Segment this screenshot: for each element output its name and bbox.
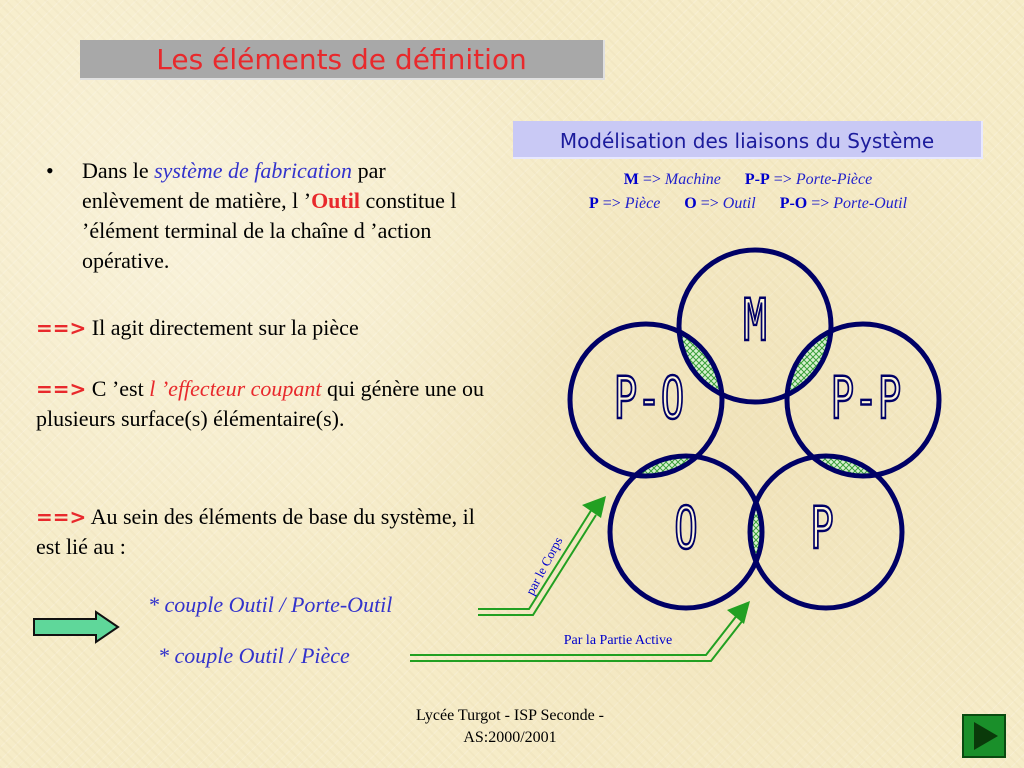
point-text: qui génère une ou plusieurs surface(s) élémentaire(s). xyxy=(36,376,485,431)
footer-line-1: Lycée Turgot - ISP Seconde - xyxy=(416,707,604,724)
model-title: Modélisation des liaisons du Système xyxy=(559,129,935,153)
footer xyxy=(380,705,640,749)
point-text: Il agit directement sur la pièce xyxy=(86,315,359,340)
legend-arrow: => xyxy=(642,171,661,188)
legend-arrow: => xyxy=(773,171,792,188)
legend-m-code: M xyxy=(623,171,639,188)
legend-o-code: O xyxy=(684,195,697,212)
right-arrow-icon xyxy=(34,612,118,642)
footer-line-2: AS:2000/2001 xyxy=(463,729,557,746)
legend-po-code: P-O xyxy=(779,195,808,212)
arrowhead-corps xyxy=(582,496,606,518)
legend-arrow: => xyxy=(700,195,719,212)
bullet-emphasis: système de fabrication xyxy=(154,158,353,183)
point-arrow: ==> xyxy=(36,505,87,529)
couple-outil-piece: * couple Outil / Pièce xyxy=(158,643,350,668)
bullet-text: Dans le xyxy=(82,158,155,183)
circle-label-o: O xyxy=(674,494,698,563)
point-emphasis: l ’effecteur coupant xyxy=(149,376,322,401)
bullet-text: par enlèvement de matière, l ’ xyxy=(82,158,386,213)
legend-o-name: Outil xyxy=(722,195,756,212)
circle-label-po: P-O xyxy=(613,364,685,433)
point-arrow: ==> xyxy=(36,377,87,401)
circle-label-pp: P-P xyxy=(830,364,902,433)
circle-label-p: P xyxy=(810,494,834,563)
arrowhead-partie-active xyxy=(727,601,750,624)
legend-arrow: => xyxy=(811,195,830,212)
bullet-strong: Outil xyxy=(311,188,360,213)
play-next-icon xyxy=(964,716,1004,756)
legend-p-name: Pièce xyxy=(624,195,661,212)
couple-outil-porte-outil: * couple Outil / Porte-Outil xyxy=(148,592,393,617)
legend-arrow: => xyxy=(602,195,621,212)
label-par-le-corps: par le Corps xyxy=(522,534,566,598)
point-arrow: ==> xyxy=(36,316,87,340)
circle-label-m: M xyxy=(743,286,767,355)
legend-p-code: P xyxy=(588,195,599,212)
legend-m-name: Machine xyxy=(664,171,721,188)
label-partie-active: Par la Partie Active xyxy=(563,633,673,648)
next-slide-button[interactable] xyxy=(962,714,1006,758)
bullet-text: constitue l ’élément terminal de la chaîne d ’action opérative. xyxy=(82,188,457,273)
bullet-marker: • xyxy=(46,158,54,183)
point-text: C ’est xyxy=(86,376,150,401)
legend-pp-code: P-P xyxy=(744,171,770,188)
page-title: Les éléments de définition xyxy=(156,42,527,76)
point-text: Au sein des éléments de base du système, il est lié au : xyxy=(36,504,475,559)
legend-pp-name: Porte-Pièce xyxy=(795,171,873,188)
legend-po-name: Porte-Outil xyxy=(833,195,908,212)
